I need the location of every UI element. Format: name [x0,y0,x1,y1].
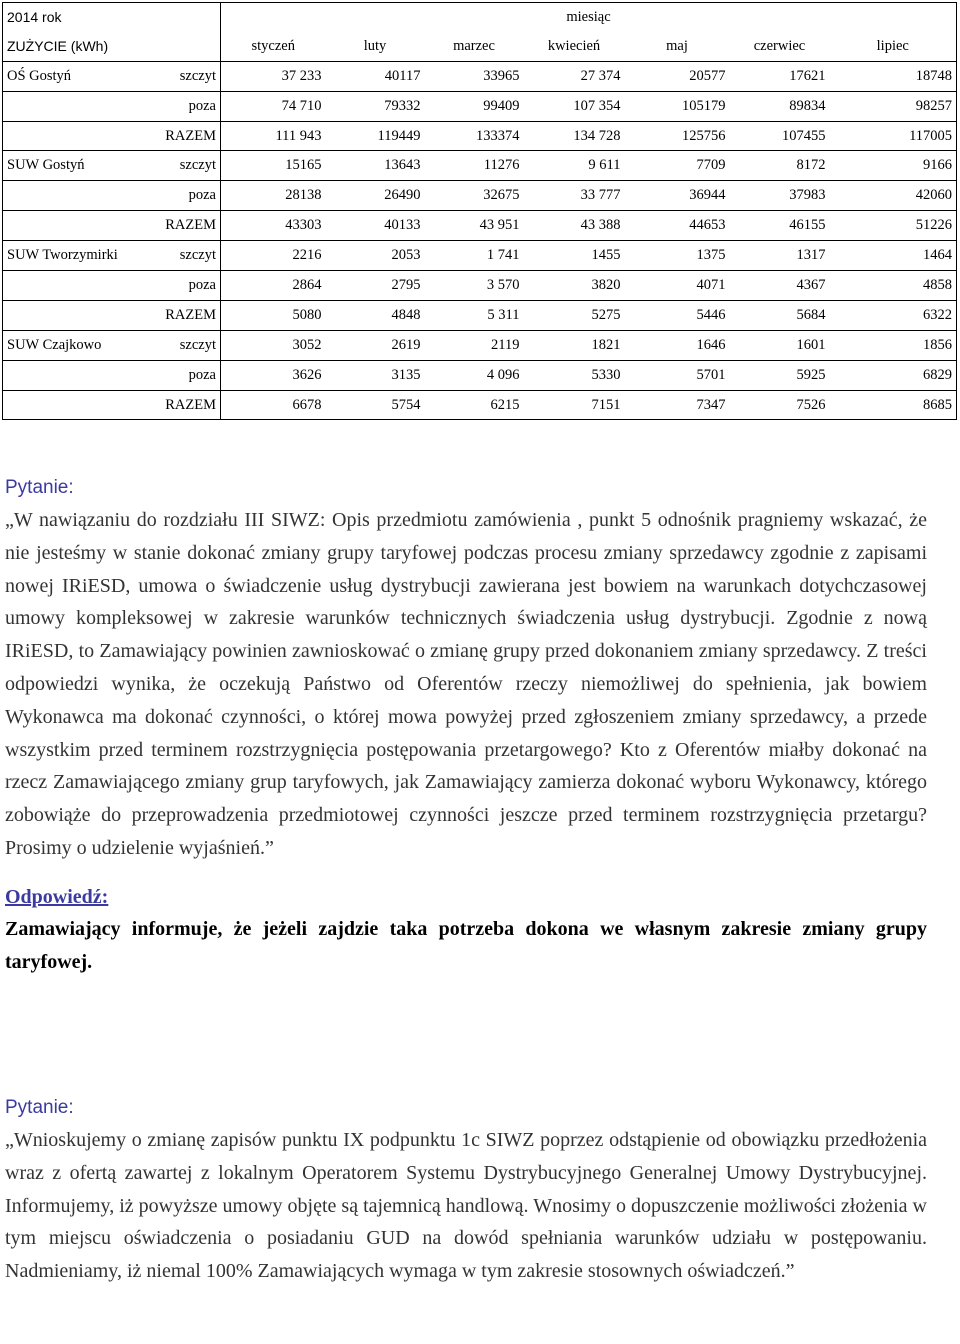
tariff-zone: RAZEM [151,211,221,241]
usage-label: ZUŻYCIE (kWh) [3,32,221,61]
usage-value: 1375 [625,241,730,271]
usage-value: 5446 [625,300,730,330]
tariff-zone: szczyt [151,61,221,91]
tariff-zone: szczyt [151,151,221,181]
usage-value: 1 741 [425,241,524,271]
usage-value: 79332 [326,91,425,121]
usage-value: 5275 [524,300,625,330]
answer-text: Zamawiający informuje, że jeżeli zajdzie taka potrzeba dokona we własnym zakresie zmiany grupy taryfowej. [5,917,927,973]
site-name [3,211,151,241]
usage-value: 117005 [830,121,957,151]
month-name: lipiec [830,32,957,61]
usage-value: 2619 [326,330,425,360]
usage-value: 111 943 [221,121,326,151]
usage-value: 5925 [730,360,830,390]
usage-value: 6322 [830,300,957,330]
usage-value: 3626 [221,360,326,390]
tariff-zone: RAZEM [151,300,221,330]
usage-value: 7526 [730,390,830,420]
month-header: miesiąc [221,3,957,32]
tariff-zone: RAZEM [151,121,221,151]
table-row [3,360,957,390]
table-row [3,330,957,360]
question-text: „Wnioskujemy o zmianę zapisów punktu IX podpunktu 1c SIWZ poprzez odstąpienie od obowiązku przedłożenia wraz z ofertą zawartej z lokalnym Operatorem Systemu Dystrybucyjnego Generalnej Umowy Dystrybucyjnej. Informujemy, iż powyższe umowy objęte są tajemnicą handlową. Wnosimy o dopuszczenie możliwości złożenia w tym miejscu oświadczenia o posiadaniu GUD na dowód spełniania warunków udziału w postępowaniu. Nadmieniamy, iż niemal 100% Zamawiających wymaga w tym zakresie stosownych oświadczeń.” [5,1129,927,1283]
header-row-year [3,3,957,32]
month-name: kwiecień [524,32,625,61]
answer-label: Odpowiedź: [5,885,109,908]
usage-value: 2795 [326,271,425,301]
site-name [3,271,151,301]
month-name: czerwiec [730,32,830,61]
usage-value: 1646 [625,330,730,360]
table-row [3,121,957,151]
usage-value: 1464 [830,241,957,271]
usage-value: 28138 [221,181,326,211]
usage-value: 2216 [221,241,326,271]
usage-value: 36944 [625,181,730,211]
usage-value: 99409 [425,91,524,121]
usage-value: 27 374 [524,61,625,91]
table-row [3,181,957,211]
usage-value: 43303 [221,211,326,241]
usage-value: 3135 [326,360,425,390]
site-name: OŚ Gostyń [3,61,151,91]
usage-value: 3052 [221,330,326,360]
usage-value: 8172 [730,151,830,181]
usage-value: 46155 [730,211,830,241]
month-name: marzec [425,32,524,61]
usage-value: 134 728 [524,121,625,151]
header-row-months [3,32,957,61]
site-name [3,390,151,420]
usage-value: 98257 [830,91,957,121]
usage-value: 20577 [625,61,730,91]
usage-value: 17621 [730,61,830,91]
site-name: SUW Tworzymirki [3,241,151,271]
tariff-zone: poza [151,181,221,211]
table-row [3,151,957,181]
usage-value: 3820 [524,271,625,301]
table-row [3,211,957,241]
usage-value: 1856 [830,330,957,360]
usage-value: 32675 [425,181,524,211]
tariff-zone: RAZEM [151,390,221,420]
tariff-zone: szczyt [151,241,221,271]
usage-value: 2053 [326,241,425,271]
usage-value: 4071 [625,271,730,301]
qa2-section [5,1094,927,1288]
year-label: 2014 rok [3,3,221,32]
usage-value: 107 354 [524,91,625,121]
table-row [3,390,957,420]
usage-value: 6829 [830,360,957,390]
usage-value: 26490 [326,181,425,211]
question-label: Pytanie: [5,477,74,498]
usage-value: 89834 [730,91,830,121]
usage-value: 3 570 [425,271,524,301]
usage-value: 6678 [221,390,326,420]
usage-value: 133374 [425,121,524,151]
usage-value: 43 951 [425,211,524,241]
table-row [3,300,957,330]
tariff-zone: poza [151,271,221,301]
usage-value: 7151 [524,390,625,420]
usage-value: 1821 [524,330,625,360]
usage-value: 44653 [625,211,730,241]
site-name [3,121,151,151]
usage-value: 1601 [730,330,830,360]
table-row [3,241,957,271]
table-row [3,271,957,301]
usage-value: 15165 [221,151,326,181]
usage-value: 40133 [326,211,425,241]
usage-value: 43 388 [524,211,625,241]
usage-value: 6215 [425,390,524,420]
usage-value: 5080 [221,300,326,330]
usage-value: 11276 [425,151,524,181]
usage-value: 119449 [326,121,425,151]
site-name [3,91,151,121]
question-text: „W nawiązaniu do rozdziału III SIWZ: Opis przedmiotu zamówienia , punkt 5 odnośnik pragniemy wskazać, że nie jesteśmy w stanie dokonać zmiany grupy taryfowej podczas procesu zmiany sprzedawcy zgodnie z zapisami nowej IRiESD, umowa o świadczenie usług dystrybucji zawierana jest bowiem na warunkach dotychczasowej umowy kompleksowej w zakresie warunków technicznych świadczenia usług dystrybucji. Zgodnie z nową IRiESD, to Zamawiający powinien zawnioskować o zmianę grupy przed dokonaniem zmiany sprzedawcy. Z treści odpowiedzi wynika, że oczekują Państwo od Oferentów rzeczy niemożliwej do spełnienia, jak bowiem Wykonawca ma dokonać czynności, o której mowa powyżej przed zgłoszeniem zmiany sprzedawcy, a przede wszystkim przed terminem rozstrzygnięcia postępowania przetargowego? Kto z Oferentów miałby dokonać na rzecz Zamawiającego zmiany grup taryfowych, jak Zamawiający zamierza dokonać wyboru Wykonawcy, którego zobowiąże do przeprowadzenia przedmiotowej czynności jeszcze przed terminem rozstrzygnięcia przetargu? Prosimy o udzielenie wyjaśnień.” [5,509,927,859]
month-name: maj [625,32,730,61]
usage-value: 105179 [625,91,730,121]
usage-value: 5 311 [425,300,524,330]
usage-value: 33 777 [524,181,625,211]
usage-value: 9166 [830,151,957,181]
usage-value: 40117 [326,61,425,91]
tariff-zone: poza [151,91,221,121]
usage-value: 4848 [326,300,425,330]
qa1-section [5,474,927,978]
tariff-zone: poza [151,360,221,390]
usage-value: 4367 [730,271,830,301]
usage-value: 5684 [730,300,830,330]
tariff-zone: szczyt [151,330,221,360]
table-row [3,61,957,91]
site-name: SUW Czajkowo [3,330,151,360]
usage-value: 74 710 [221,91,326,121]
site-name [3,300,151,330]
energy-usage-table [2,2,957,420]
usage-value: 18748 [830,61,957,91]
usage-value: 5330 [524,360,625,390]
site-name [3,181,151,211]
usage-value: 13643 [326,151,425,181]
table-row [3,91,957,121]
usage-value: 42060 [830,181,957,211]
usage-value: 1317 [730,241,830,271]
month-name: styczeń [221,32,326,61]
usage-value: 8685 [830,390,957,420]
usage-value: 2864 [221,271,326,301]
usage-value: 5701 [625,360,730,390]
usage-value: 33965 [425,61,524,91]
usage-value: 4858 [830,271,957,301]
usage-value: 125756 [625,121,730,151]
usage-value: 37983 [730,181,830,211]
usage-value: 1455 [524,241,625,271]
usage-value: 7347 [625,390,730,420]
usage-value: 7709 [625,151,730,181]
usage-value: 107455 [730,121,830,151]
usage-value: 2119 [425,330,524,360]
site-name [3,360,151,390]
usage-value: 5754 [326,390,425,420]
month-name: luty [326,32,425,61]
usage-value: 51226 [830,211,957,241]
question-label: Pytanie: [5,1097,74,1118]
usage-value: 37 233 [221,61,326,91]
usage-table-container [2,2,956,420]
site-name: SUW Gostyń [3,151,151,181]
usage-value: 9 611 [524,151,625,181]
usage-value: 4 096 [425,360,524,390]
